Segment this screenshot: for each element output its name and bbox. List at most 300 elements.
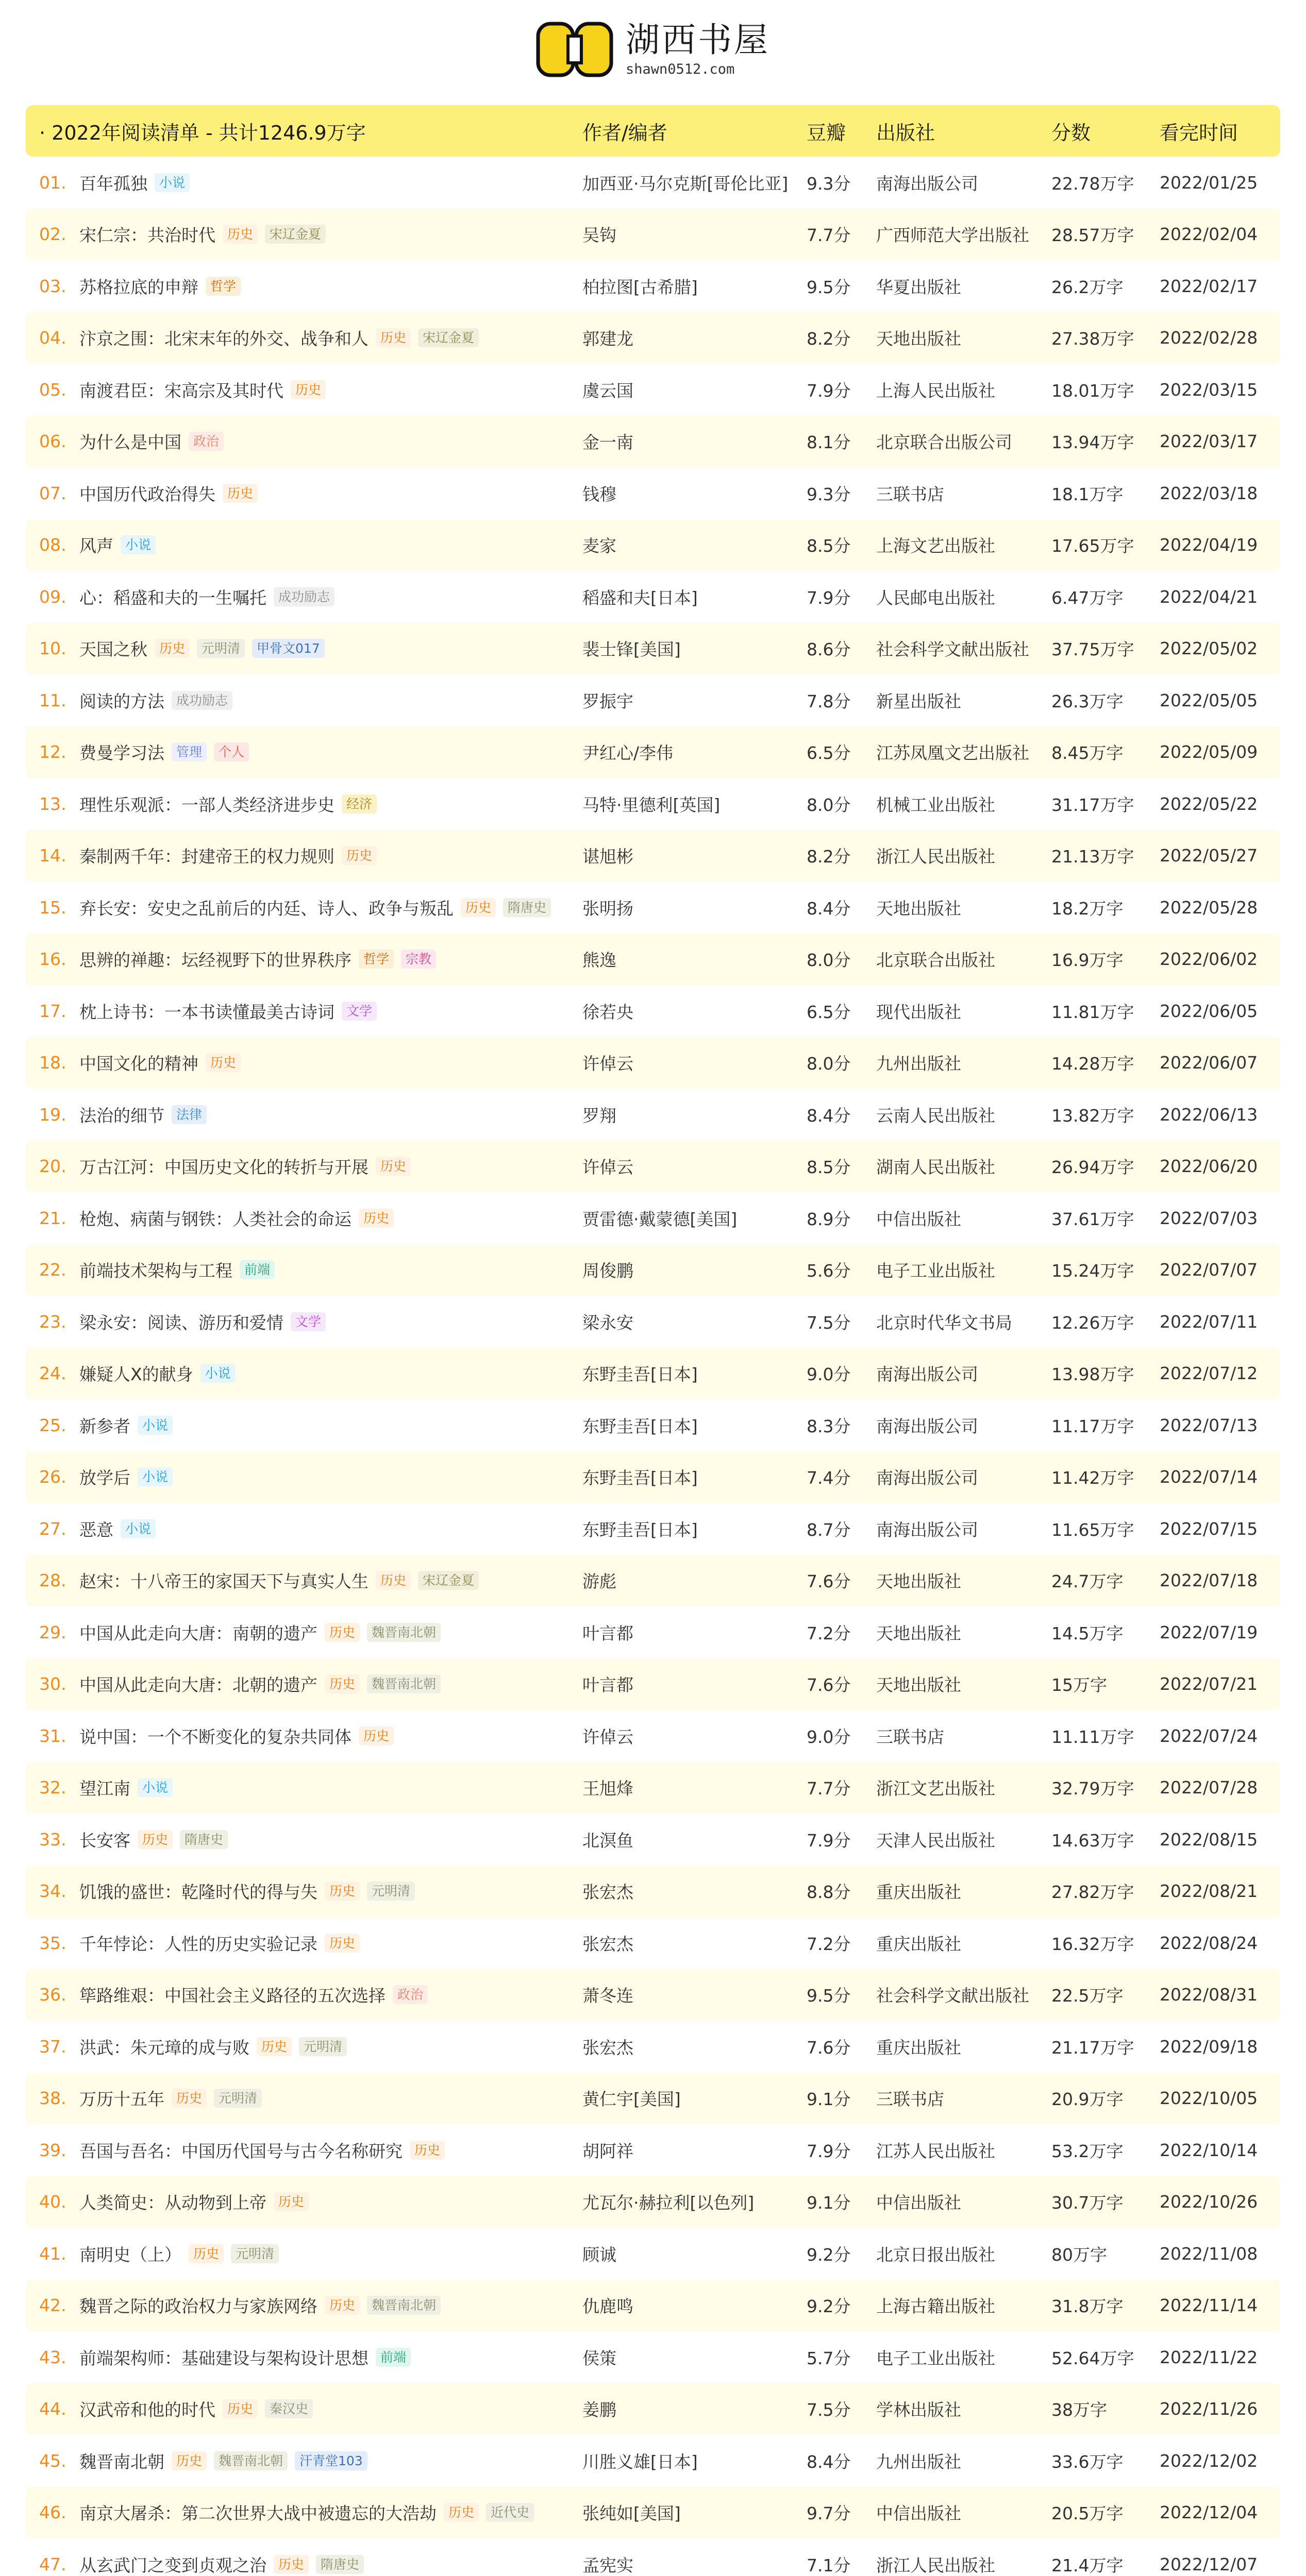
category-tag: 历史 (274, 2192, 309, 2211)
book-publisher: 中信出版社 (876, 1209, 961, 1229)
book-finish-date: 2022/07/07 (1160, 1260, 1258, 1280)
book-index: 20. (39, 1156, 66, 1177)
book-author: 周俊鹏 (582, 1261, 633, 1281)
book-index: 24. (39, 1363, 66, 1384)
book-index: 26. (39, 1467, 66, 1487)
category-tag: 元明清 (197, 639, 245, 658)
book-title: 枕上诗书：一本书读懂最美古诗词 (79, 1002, 334, 1022)
book-finish-date: 2022/04/19 (1160, 535, 1258, 555)
book-title-cell (26, 1517, 582, 1541)
book-author: 张宏杰 (582, 2037, 633, 2058)
book-word-count: 31.8万字 (1051, 2296, 1124, 2317)
book-finish-date: 2022/03/18 (1160, 483, 1258, 503)
book-author: 姜鹏 (582, 2400, 616, 2420)
category-tag: 前端 (376, 2348, 411, 2367)
book-index: 14. (39, 845, 66, 866)
category-tag: 历史 (172, 2089, 207, 2108)
book-title-cell (26, 2500, 582, 2524)
book-title-cell (26, 1827, 582, 1852)
book-author: 东野圭吾[日本] (582, 1416, 698, 1436)
book-publisher: 天津人民出版社 (876, 1830, 995, 1851)
book-index: 37. (39, 2036, 66, 2057)
table-row (26, 830, 1280, 882)
book-rating: 9.1分 (807, 2089, 851, 2110)
book-publisher: 天地出版社 (876, 1571, 961, 1592)
table-row (26, 2487, 1280, 2539)
category-tag: 魏晋南北朝 (214, 2451, 288, 2470)
category-tag: 小说 (121, 1519, 156, 1538)
book-index: 03. (39, 276, 66, 296)
book-title-cell (26, 1982, 582, 2007)
table-row (26, 778, 1280, 830)
book-finish-date: 2022/12/02 (1160, 2450, 1258, 2471)
book-author: 胡阿祥 (582, 2141, 633, 2161)
table-row (26, 934, 1280, 986)
book-finish-date: 2022/05/28 (1160, 897, 1258, 918)
header-publisher: 出版社 (876, 121, 935, 144)
book-finish-date: 2022/10/14 (1160, 2140, 1258, 2160)
book-finish-date: 2022/11/26 (1160, 2399, 1258, 2419)
header-title: · 2022年阅读清单 - 共计1246.9万字 (39, 121, 366, 144)
book-rating: 7.6分 (807, 1675, 851, 1696)
book-publisher: 北京时代华文书局 (876, 1312, 1012, 1333)
book-author: 罗翔 (582, 1105, 616, 1126)
book-author: 加西亚·马尔克斯[哥伦比亚] (582, 173, 789, 194)
book-publisher: 机械工业出版社 (876, 794, 995, 815)
book-finish-date: 2022/07/03 (1160, 1208, 1258, 1228)
header-author: 作者/编者 (582, 121, 667, 144)
book-rating: 7.4分 (807, 1468, 851, 1488)
book-word-count: 13.82万字 (1051, 1105, 1134, 1126)
book-finish-date: 2022/12/04 (1160, 2502, 1258, 2523)
category-tag: 管理 (172, 742, 207, 761)
book-word-count: 31.17万字 (1051, 794, 1134, 815)
book-title-cell (26, 1413, 582, 1437)
category-tag: 历史 (376, 328, 411, 347)
book-title-cell (26, 2242, 582, 2266)
book-publisher: 云南人民出版社 (876, 1105, 995, 1126)
book-finish-date: 2022/07/11 (1160, 1311, 1258, 1332)
book-index: 30. (39, 1674, 66, 1694)
book-word-count: 11.17万字 (1051, 1416, 1134, 1436)
book-title-cell (26, 1206, 582, 1230)
book-publisher: 学林出版社 (876, 2400, 961, 2420)
book-index: 36. (39, 1985, 66, 2005)
book-publisher: 天地出版社 (876, 1623, 961, 1643)
book-rating: 5.7分 (807, 2348, 851, 2368)
book-title-cell (26, 1310, 582, 1334)
book-word-count: 6.47万字 (1051, 587, 1124, 608)
book-author: 东野圭吾[日本] (582, 1364, 698, 1385)
book-word-count: 26.3万字 (1051, 691, 1124, 711)
table-row (26, 1089, 1280, 1141)
book-index: 28. (39, 1570, 66, 1591)
book-author: 熊逸 (582, 950, 616, 971)
book-title-cell (26, 1050, 582, 1075)
book-finish-date: 2022/06/05 (1160, 1001, 1258, 1021)
book-title-cell (26, 2449, 582, 2473)
book-finish-date: 2022/01/25 (1160, 172, 1258, 193)
book-publisher: 天地出版社 (876, 1675, 961, 1696)
book-publisher: 上海人民出版社 (876, 380, 995, 401)
book-publisher: 社会科学文献出版社 (876, 1986, 1029, 2006)
book-index: 39. (39, 2140, 66, 2160)
book-title: 思辨的禅趣：坛经视野下的世界秩序 (79, 950, 351, 971)
book-title-cell (26, 1724, 582, 1748)
book-publisher: 上海古籍出版社 (876, 2296, 995, 2317)
book-finish-date: 2022/04/21 (1160, 586, 1258, 607)
book-publisher: 三联书店 (876, 1726, 944, 1747)
book-publisher: 人民邮电出版社 (876, 587, 995, 608)
book-publisher: 中信出版社 (876, 2193, 961, 2213)
book-author: 叶言都 (582, 1675, 633, 1696)
table-row (26, 1503, 1280, 1555)
book-title: 前端技术架构与工程 (79, 1261, 232, 1281)
table-row (26, 1710, 1280, 1762)
table-header (26, 105, 1280, 157)
book-index: 44. (39, 2399, 66, 2419)
book-title: 汉武帝和他的时代 (79, 2400, 215, 2420)
book-rating: 8.4分 (807, 898, 851, 919)
table-row (26, 726, 1280, 778)
table-row (26, 2228, 1280, 2280)
book-title: 人类简史：从动物到上帝 (79, 2193, 266, 2213)
book-rating: 7.5分 (807, 1312, 851, 1333)
book-publisher: 南海出版公司 (876, 1468, 978, 1488)
book-author: 尤瓦尔·赫拉利[以色列] (582, 2193, 755, 2213)
category-tag: 元明清 (367, 1882, 415, 1901)
book-word-count: 26.2万字 (1051, 277, 1124, 297)
book-finish-date: 2022/08/31 (1160, 1985, 1258, 2005)
book-finish-date: 2022/07/28 (1160, 1777, 1258, 1798)
book-author: 川胜义雄[日本] (582, 2451, 698, 2472)
book-author: 顾诚 (582, 2244, 616, 2265)
book-author: 稻盛和夫[日本] (582, 587, 698, 608)
book-publisher: 北京联合出版公司 (876, 432, 1012, 453)
book-title-cell (26, 533, 582, 557)
book-author: 许倬云 (582, 1054, 633, 1074)
table-row (26, 1917, 1280, 1969)
category-tag: 历史 (410, 2141, 445, 2160)
book-author: 尹红心/李伟 (582, 743, 674, 764)
book-rating: 8.4分 (807, 1105, 851, 1126)
book-word-count: 16.32万字 (1051, 1934, 1134, 1954)
book-title: 南京大屠杀：第二次世界大战中被遗忘的大浩劫 (79, 2503, 437, 2524)
book-title: 嫌疑人X的献身 (79, 1364, 193, 1385)
book-index: 08. (39, 535, 66, 555)
book-title: 为什么是中国 (79, 432, 181, 453)
book-title: 新参者 (79, 1416, 130, 1436)
book-publisher: 南海出版公司 (876, 1364, 978, 1385)
book-finish-date: 2022/05/27 (1160, 845, 1258, 866)
book-title: 宋仁宗：共治时代 (79, 225, 215, 246)
book-index: 42. (39, 2295, 66, 2316)
table-row (26, 519, 1280, 571)
category-tag: 历史 (461, 898, 496, 917)
book-publisher: 三联书店 (876, 2089, 944, 2110)
book-title: 长安客 (79, 1830, 130, 1851)
book-word-count: 38万字 (1051, 2400, 1107, 2420)
book-rating: 8.0分 (807, 794, 851, 815)
book-finish-date: 2022/10/26 (1160, 2192, 1258, 2212)
book-title-cell (26, 2552, 582, 2576)
book-publisher: 现代出版社 (876, 1002, 961, 1022)
book-rating: 7.8分 (807, 691, 851, 711)
category-tag: 历史 (325, 1934, 360, 1953)
book-finish-date: 2022/05/05 (1160, 690, 1258, 710)
book-rating: 6.5分 (807, 1002, 851, 1022)
category-tag: 历史 (155, 639, 190, 658)
category-tag: 小说 (121, 535, 156, 554)
book-author: 钱穆 (582, 484, 616, 504)
book-word-count: 22.5万字 (1051, 1986, 1124, 2006)
book-finish-date: 2022/07/13 (1160, 1415, 1258, 1435)
book-title: 赵宋：十八帝王的家国天下与真实人生 (79, 1571, 369, 1592)
book-index: 22. (39, 1260, 66, 1280)
book-word-count: 13.94万字 (1051, 432, 1134, 453)
book-word-count: 32.79万字 (1051, 1778, 1134, 1799)
book-publisher: 电子工业出版社 (876, 2348, 995, 2368)
category-tag: 魏晋南北朝 (367, 2296, 441, 2315)
book-title: 放学后 (79, 1468, 130, 1488)
book-index: 17. (39, 1001, 66, 1021)
book-word-count: 30.7万字 (1051, 2193, 1124, 2213)
reading-list-table (26, 105, 1280, 2576)
table-row (26, 1814, 1280, 1866)
book-author: 许倬云 (582, 1157, 633, 1178)
book-author: 马特·里德利[英国] (582, 794, 721, 815)
book-word-count: 20.9万字 (1051, 2089, 1124, 2110)
category-tag: 隋唐史 (503, 898, 551, 917)
book-index: 29. (39, 1622, 66, 1642)
book-title: 秦制两千年：封建帝王的权力规则 (79, 846, 334, 867)
book-title-cell (26, 1465, 582, 1489)
book-finish-date: 2022/11/22 (1160, 2347, 1258, 2367)
book-publisher: 重庆出版社 (876, 2037, 961, 2058)
book-title-cell (26, 895, 582, 920)
book-index: 45. (39, 2450, 66, 2471)
category-tag: 历史 (172, 2451, 207, 2470)
book-finish-date: 2022/06/07 (1160, 1053, 1258, 1073)
category-tag: 魏晋南北朝 (367, 1674, 441, 1693)
category-tag: 历史 (376, 1571, 411, 1590)
book-word-count: 15.24万字 (1051, 1261, 1134, 1281)
category-tag: 文学 (342, 1002, 377, 1021)
book-word-count: 14.28万字 (1051, 1054, 1134, 1074)
category-tag: 历史 (376, 1157, 411, 1176)
book-rating: 9.2分 (807, 2244, 851, 2265)
book-title: 中国文化的精神 (79, 1054, 198, 1074)
table-row (26, 312, 1280, 364)
book-finish-date: 2022/03/15 (1160, 379, 1258, 400)
book-word-count: 15万字 (1051, 1675, 1107, 1696)
book-index: 38. (39, 2088, 66, 2109)
book-index: 16. (39, 949, 66, 970)
book-rating: 8.2分 (807, 846, 851, 867)
category-tag: 历史 (274, 2555, 309, 2574)
book-rating: 7.2分 (807, 1623, 851, 1643)
category-tag: 小说 (155, 173, 190, 192)
book-rating: 7.9分 (807, 2141, 851, 2161)
book-title-cell (26, 2138, 582, 2162)
book-title-cell (26, 2190, 582, 2214)
book-author: 柏拉图[古希腊] (582, 277, 698, 297)
header-words: 分数 (1051, 121, 1091, 144)
book-rating: 7.5分 (807, 2400, 851, 2420)
book-author: 北溟鱼 (582, 1830, 633, 1851)
book-rating: 8.4分 (807, 2451, 851, 2472)
book-word-count: 27.38万字 (1051, 329, 1134, 349)
table-row (26, 1037, 1280, 1089)
book-finish-date: 2022/08/21 (1160, 1881, 1258, 1902)
category-tag: 哲学 (359, 950, 394, 969)
book-index: 27. (39, 1518, 66, 1539)
book-title-cell (26, 1361, 582, 1385)
book-title: 汴京之围：北宋末年的外交、战争和人 (79, 329, 369, 349)
category-tag: 小说 (138, 1467, 173, 1486)
book-author: 贾雷德·戴蒙德[美国] (582, 1209, 738, 1229)
book-publisher: 南海出版公司 (876, 173, 978, 194)
book-rating: 8.9分 (807, 1209, 851, 1229)
book-title: 饥饿的盛世：乾隆时代的得与失 (79, 1882, 317, 1903)
table-row (26, 1244, 1280, 1296)
book-author: 虞云国 (582, 380, 633, 401)
book-word-count: 26.94万字 (1051, 1157, 1134, 1178)
book-title: 风声 (79, 536, 113, 556)
table-row (26, 1555, 1280, 1607)
book-author: 侯策 (582, 2348, 616, 2368)
table-row (26, 1192, 1280, 1244)
table-row (26, 882, 1280, 934)
book-author: 许倬云 (582, 1726, 633, 1747)
book-index: 13. (39, 793, 66, 814)
book-index: 34. (39, 1881, 66, 1902)
book-title-cell (26, 2293, 582, 2317)
category-tag: 宗教 (401, 950, 436, 969)
book-rating: 7.6分 (807, 2037, 851, 2058)
category-tag: 隋唐史 (180, 1830, 228, 1849)
book-title-cell (26, 947, 582, 971)
book-publisher: 江苏凤凰文艺出版社 (876, 743, 1029, 764)
book-author: 裴士锋[美国] (582, 639, 681, 660)
book-title-cell (26, 1775, 582, 1800)
book-index: 09. (39, 586, 66, 607)
book-publisher: 浙江人民出版社 (876, 846, 995, 867)
brand-url: shawn0512.com (626, 61, 735, 77)
book-publisher: 九州出版社 (876, 2451, 961, 2472)
book-finish-date: 2022/07/21 (1160, 1674, 1258, 1694)
book-publisher: 三联书店 (876, 484, 944, 504)
book-title: 阅读的方法 (79, 691, 164, 711)
book-word-count: 8.45万字 (1051, 743, 1124, 764)
book-title: 中国历代政治得失 (79, 484, 215, 504)
book-finish-date: 2022/07/18 (1160, 1570, 1258, 1591)
book-author: 仇鹿鸣 (582, 2296, 633, 2317)
book-title: 千年悖论：人性的历史实验记录 (79, 1934, 317, 1954)
category-tag: 历史 (342, 846, 377, 865)
book-title: 南明史（上） (79, 2244, 181, 2265)
book-rating: 9.5分 (807, 277, 851, 297)
table-row (26, 2073, 1280, 2125)
table-row (26, 2124, 1280, 2176)
category-tag: 历史 (223, 484, 258, 503)
book-title-cell (26, 688, 582, 713)
book-title: 苏格拉底的申辩 (79, 277, 198, 297)
book-rating: 9.2分 (807, 2296, 851, 2317)
table-row (26, 2435, 1280, 2487)
book-author: 徐若央 (582, 1002, 633, 1022)
category-tag: 历史 (138, 1830, 173, 1849)
book-title-cell (26, 740, 582, 764)
book-index: 15. (39, 897, 66, 918)
book-index: 04. (39, 328, 66, 348)
category-tag: 历史 (257, 2037, 292, 2056)
book-title: 魏晋南北朝 (79, 2451, 164, 2472)
book-title: 枪炮、病菌与钢铁：人类社会的命运 (79, 1209, 351, 1229)
book-title-cell (26, 2035, 582, 2059)
book-title-cell (26, 222, 582, 246)
book-finish-date: 2022/11/08 (1160, 2243, 1258, 2264)
book-index: 35. (39, 1933, 66, 1953)
book-author: 张宏杰 (582, 1934, 633, 1954)
table-row (26, 2331, 1280, 2383)
book-rating: 7.9分 (807, 380, 851, 401)
book-author: 王旭烽 (582, 1778, 633, 1799)
book-title-cell (26, 326, 582, 350)
category-tag: 汗青堂103 (295, 2451, 367, 2470)
book-index: 02. (39, 224, 66, 245)
book-publisher: 华夏出版社 (876, 277, 961, 297)
book-publisher: 电子工业出版社 (876, 1261, 995, 1281)
book-index: 07. (39, 483, 66, 503)
book-rating: 5.6分 (807, 1261, 851, 1281)
category-tag: 哲学 (206, 277, 241, 296)
book-title: 万古江河：中国历史文化的转折与开展 (79, 1157, 369, 1178)
book-rating: 9.1分 (807, 2193, 851, 2213)
category-tag: 成功励志 (274, 587, 334, 606)
book-finish-date: 2022/06/13 (1160, 1104, 1258, 1125)
book-word-count: 22.78万字 (1051, 173, 1134, 194)
book-word-count: 37.75万字 (1051, 639, 1134, 660)
book-author: 萧冬连 (582, 1986, 633, 2006)
book-rating: 9.0分 (807, 1726, 851, 1747)
book-rating: 8.0分 (807, 1054, 851, 1074)
book-author: 孟宪实 (582, 2555, 633, 2575)
book-title: 理性乐观派：一部人类经济进步史 (79, 794, 334, 815)
book-title-cell (26, 1258, 582, 1282)
book-rating: 8.5分 (807, 536, 851, 556)
category-tag: 历史 (359, 1209, 394, 1228)
book-author: 张明扬 (582, 898, 633, 919)
table-body (26, 157, 1280, 2576)
book-publisher: 中信出版社 (876, 2503, 961, 2524)
book-word-count: 16.9万字 (1051, 950, 1124, 971)
book-rating: 7.7分 (807, 1778, 851, 1799)
book-finish-date: 2022/02/04 (1160, 224, 1258, 245)
book-title: 恶意 (79, 1519, 113, 1540)
book-word-count: 37.61万字 (1051, 1209, 1134, 1229)
book-title: 洪武：朱元璋的成与败 (79, 2037, 249, 2058)
category-tag: 历史 (325, 2296, 360, 2315)
book-index: 46. (39, 2502, 66, 2523)
table-row (26, 1141, 1280, 1193)
book-index: 12. (39, 742, 66, 762)
book-rating: 7.9分 (807, 587, 851, 608)
category-tag: 历史 (223, 225, 258, 244)
book-word-count: 11.81万字 (1051, 1002, 1134, 1022)
book-finish-date: 2022/08/15 (1160, 1829, 1258, 1850)
table-row (26, 1296, 1280, 1348)
